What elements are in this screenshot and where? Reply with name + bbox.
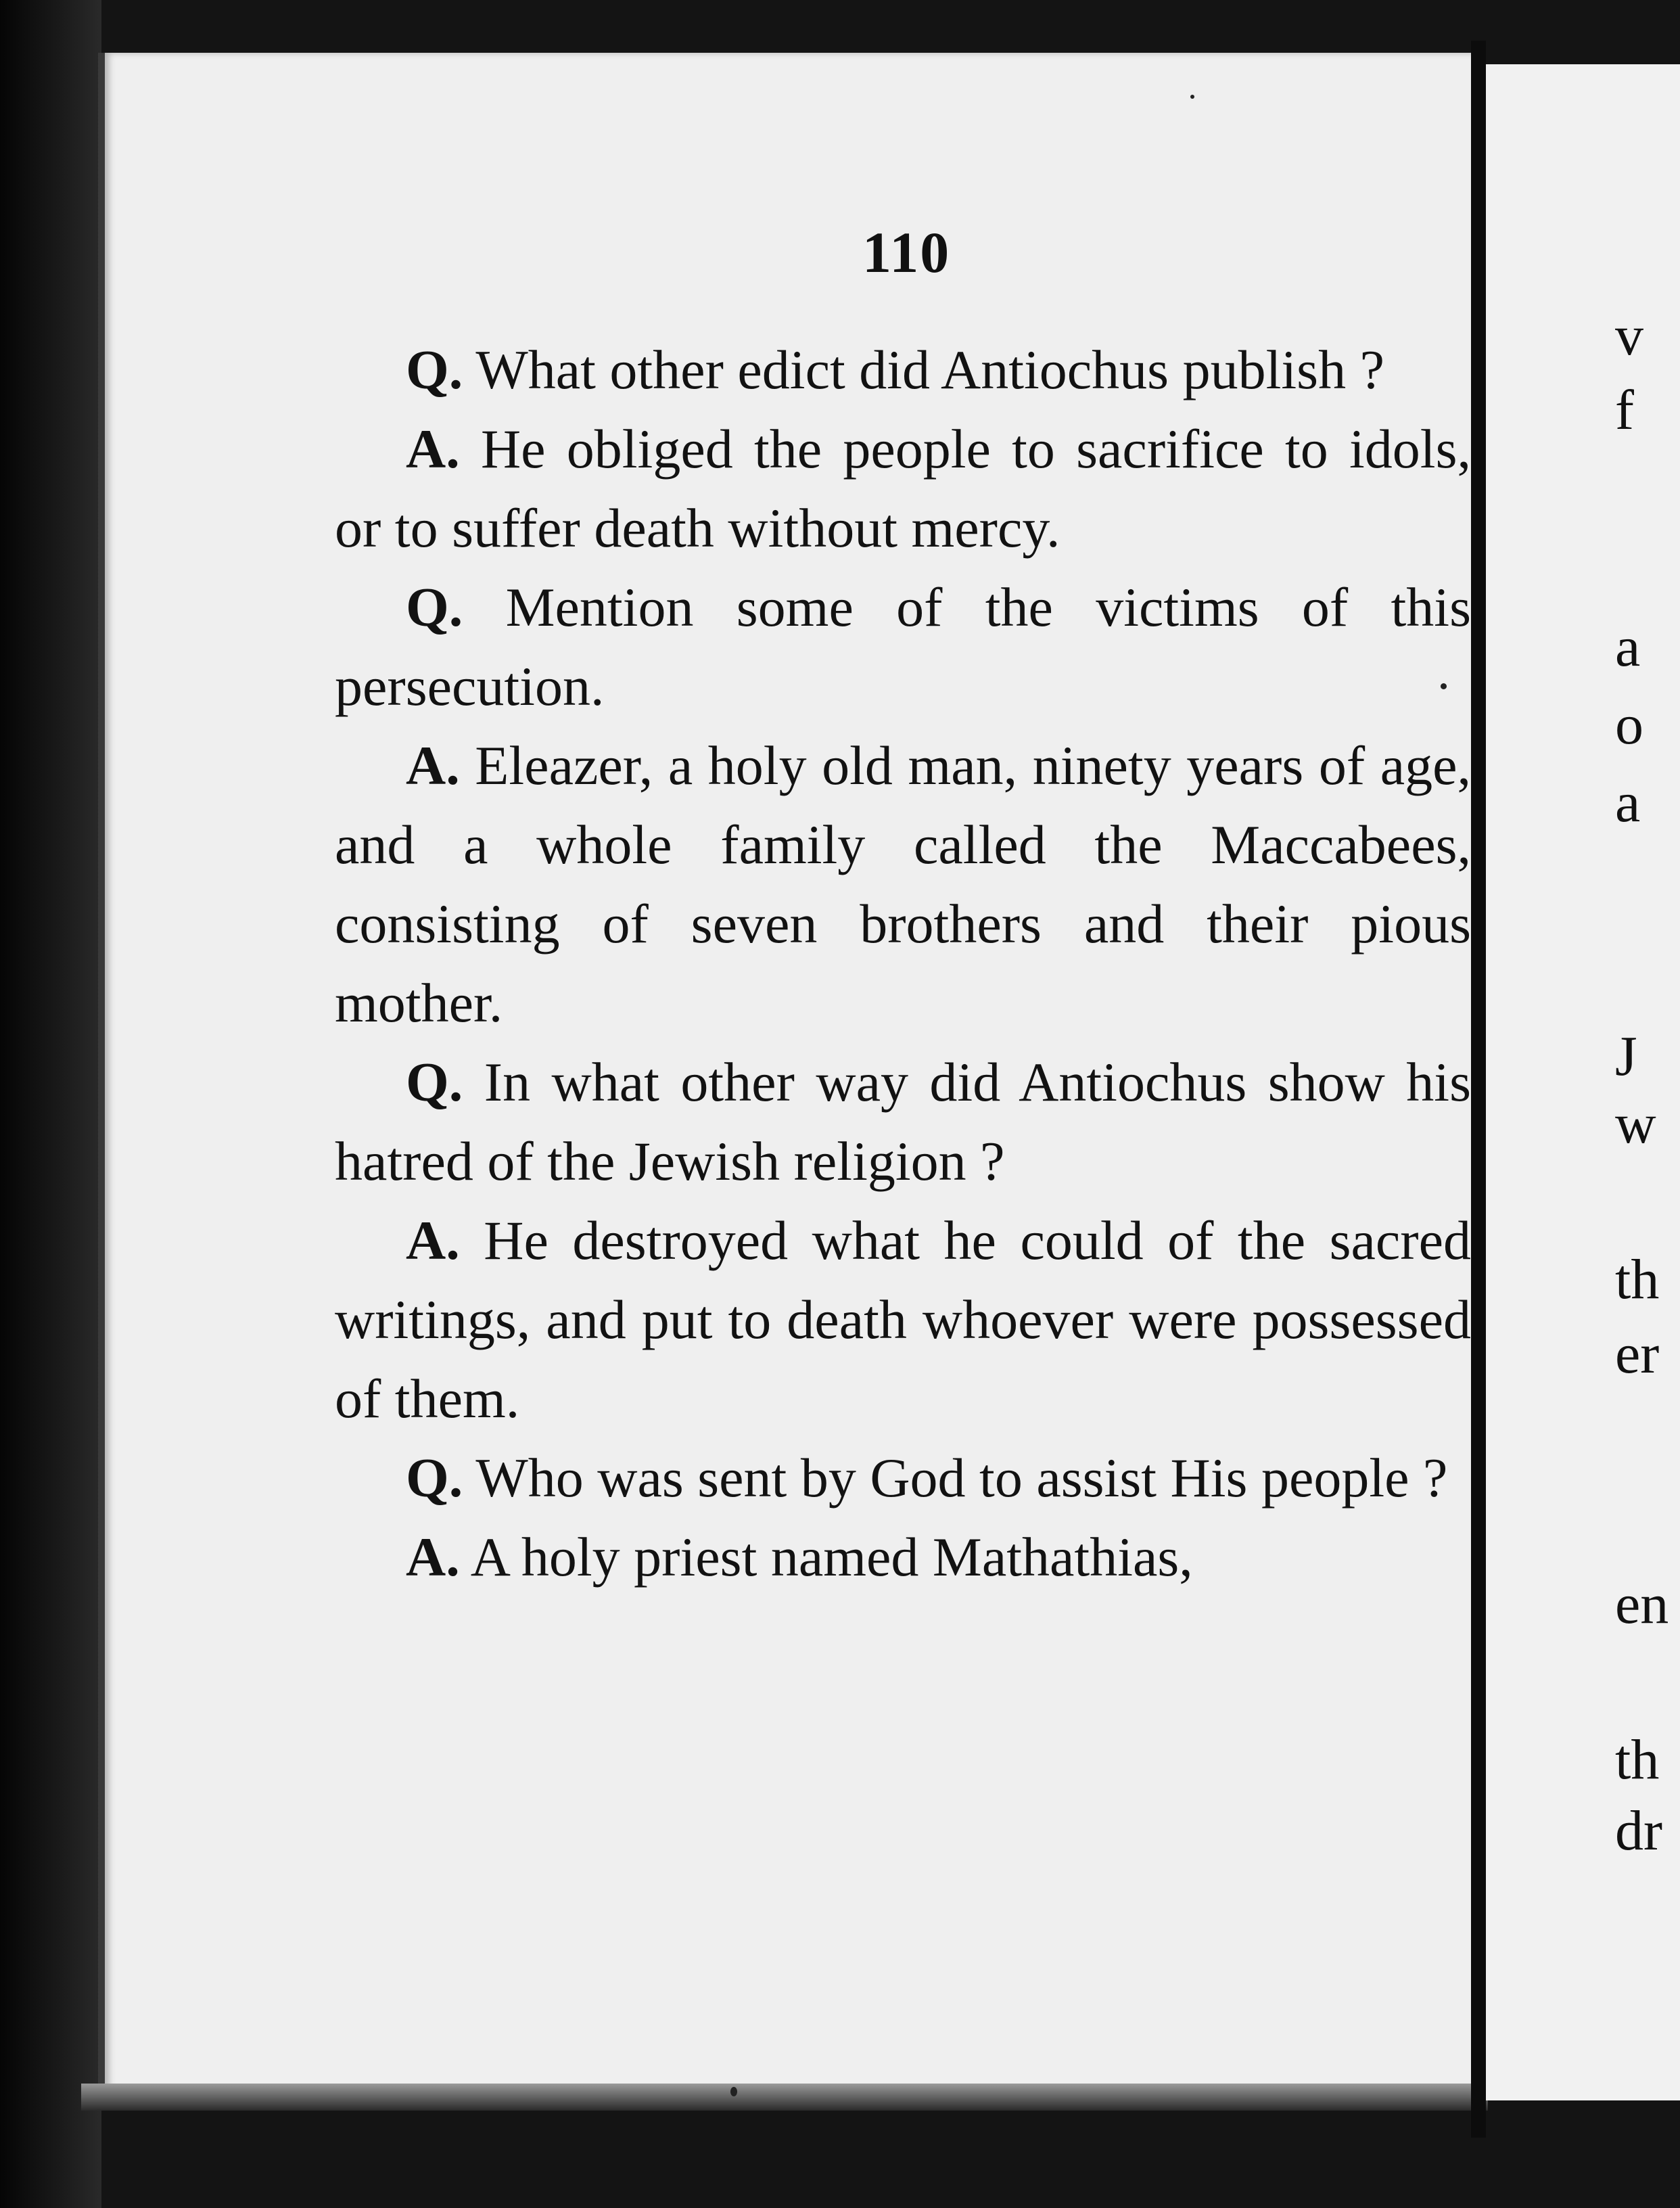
facing-page-fragment: th: [1615, 1728, 1660, 1791]
paragraph-text: What other edict did Antiochus publish ?: [475, 339, 1384, 400]
ink-speck: [1441, 683, 1447, 689]
facing-page: [1486, 64, 1680, 2100]
ink-speck: [1190, 95, 1194, 99]
question-paragraph: [335, 568, 1471, 726]
answer-marker: A.: [406, 1526, 460, 1588]
answer-marker: A.: [406, 418, 460, 480]
paragraph-text: In what other way did Antiochus show his hatred of the Jewish religion ?: [335, 1051, 1472, 1192]
page-text: [335, 330, 1471, 1596]
book-gutter: [1471, 41, 1486, 2138]
paragraph-text: Who was sent by God to assist His people ?: [475, 1447, 1448, 1509]
answer-paragraph: [335, 409, 1471, 568]
paragraph-text: Eleazer, a holy old man, ninety years of age, and a whole family called the Maccabees, consisting of seven brothers and their pious mother.: [335, 735, 1472, 1034]
facing-page-fragment: v: [1615, 304, 1643, 367]
facing-page-fragment: a: [1615, 771, 1641, 834]
facing-page-fragment: o: [1615, 693, 1643, 756]
question-paragraph: [335, 1438, 1471, 1517]
facing-page-fragment: en: [1615, 1573, 1669, 1636]
book-page: [98, 53, 1478, 2102]
facing-page-fragment: er: [1615, 1322, 1660, 1385]
book-binding-shadow: [0, 0, 101, 2208]
paragraph-text: Mention some of the victims of this persecution.: [335, 576, 1471, 717]
paragraph-text: A holy priest named Mathathias,: [470, 1526, 1193, 1588]
question-marker: Q.: [406, 576, 463, 638]
ink-speck: [730, 2087, 737, 2096]
facing-page-fragment: a: [1615, 616, 1641, 678]
facing-page-fragment: f: [1615, 379, 1634, 442]
page-number: 110: [862, 220, 951, 285]
facing-page-fragment: dr: [1615, 1799, 1662, 1862]
question-marker: Q.: [406, 339, 463, 400]
answer-marker: A.: [406, 1210, 460, 1271]
question-marker: Q.: [406, 1447, 463, 1509]
answer-paragraph: [335, 1517, 1471, 1596]
answer-paragraph: [335, 726, 1471, 1042]
facing-page-fragment: w: [1615, 1092, 1656, 1155]
paragraph-text: He destroyed what he could of the sacred writings, and put to death whoever were possessed of them.: [335, 1210, 1472, 1429]
paragraph-text: He obliged the people to sacrifice to idols, or to suffer death without mercy.: [335, 418, 1471, 559]
facing-page-fragment: th: [1615, 1248, 1660, 1311]
question-paragraph: [335, 330, 1471, 409]
answer-paragraph: [335, 1201, 1471, 1438]
question-marker: Q.: [406, 1051, 463, 1113]
question-paragraph: [335, 1042, 1471, 1201]
facing-page-fragment: J: [1615, 1025, 1637, 1088]
answer-marker: A.: [406, 735, 460, 796]
page-bottom-edge: [81, 2084, 1488, 2111]
